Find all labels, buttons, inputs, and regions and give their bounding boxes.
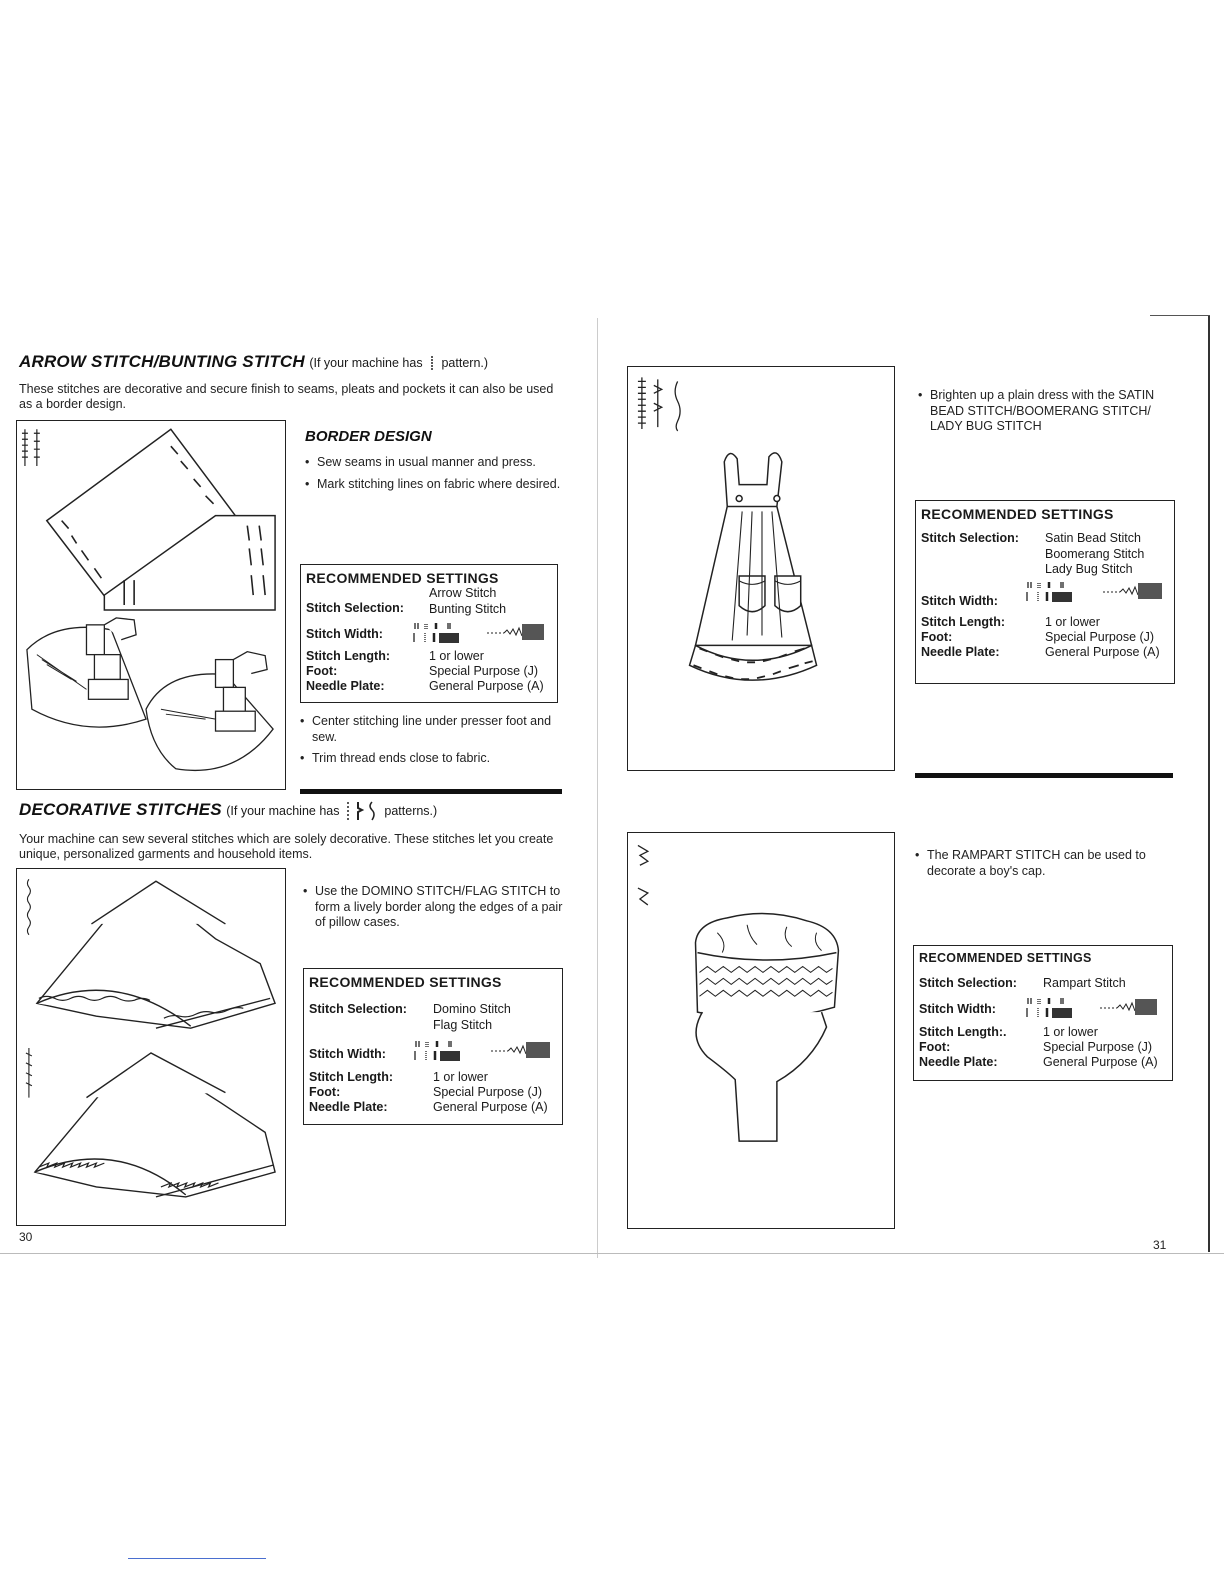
border-design-bullets — [305, 455, 563, 498]
arrow-section-note-before: (If your machine has — [309, 356, 423, 370]
rampart-bullet-1: • The RAMPART STITCH can be used to decorate a boy's cap. — [915, 848, 1177, 879]
rampart-needle-plate-row — [919, 1055, 1167, 1070]
decorative-patterns-icon — [344, 800, 380, 822]
rampart-bullets — [915, 848, 1177, 885]
domino-settings-box — [303, 968, 563, 1125]
decorative-section-intro: Your machine can sew several stitches which are solely decorative. These stitches let you create unique, personalized garments and household items. — [19, 832, 554, 861]
page-edge-right — [1208, 316, 1210, 1252]
foot-label: Foot: — [921, 629, 953, 644]
needle-plate-value: General Purpose (A) — [1045, 644, 1160, 659]
arrow-section-note-after: pattern.) — [441, 356, 489, 370]
decorative-section-heading — [19, 800, 579, 822]
domino-stitch-length-row — [309, 1070, 557, 1085]
needle-plate-label: Needle Plate: — [919, 1054, 998, 1069]
domino-stitch-width-row — [309, 1039, 557, 1063]
arrow-section-heading — [19, 352, 579, 372]
arrow-settings-box — [300, 564, 558, 703]
needle-plate-label: Needle Plate: — [306, 679, 385, 693]
stitch-selection-label: Stitch Selection: — [306, 601, 404, 615]
stitch-width-label: Stitch Width: — [919, 1001, 996, 1016]
rampart-foot-row — [919, 1040, 1167, 1055]
stitch-selection-value-1: Rampart Stitch — [1043, 976, 1126, 990]
pillow-cases-figure — [16, 868, 286, 1226]
page-number-right: 31 — [1153, 1238, 1167, 1252]
arrow-stitch-length-row — [306, 649, 552, 664]
foot-label: Foot: — [306, 664, 338, 678]
decorative-section-note-after: patterns.) — [384, 804, 438, 819]
border-design-after-bullet-2: • Trim thread ends close to fabric. — [300, 751, 562, 767]
arrow-settings-title: RECOMMENDED SETTINGS — [306, 570, 499, 586]
border-design-after-bullet-1: • Center stitching line under presser foot and sew. — [300, 714, 562, 745]
border-design-bullet-2: • Mark stitching lines on fabric where desired. — [305, 477, 563, 493]
stitch-selection-value-2: Boomerang Stitch — [1045, 546, 1145, 561]
arrow-section-title: ARROW STITCH/BUNTING STITCH — [19, 352, 305, 371]
stitch-width-indicator-icon — [413, 1039, 557, 1063]
decorative-bullets — [303, 884, 565, 937]
stitch-selection-label: Stitch Selection: — [921, 531, 1019, 545]
stitch-selection-value-1: Arrow Stitch — [429, 586, 497, 600]
decorative-bullet-1: • Use the DOMINO STITCH/FLAG STITCH to form a lively border along the edges of a pair of pillow cases. — [303, 884, 565, 931]
jumper-dress-figure — [627, 366, 895, 771]
stitch-length-label: Stitch Length: — [306, 649, 391, 663]
satin-stitch-width-row — [921, 580, 1169, 609]
jumper-dress-illustration — [628, 367, 894, 770]
needle-plate-value: General Purpose (A) — [429, 679, 544, 693]
stitch-width-indicator-icon — [412, 621, 552, 645]
foot-label: Foot: — [309, 1085, 341, 1099]
satin-bullets — [918, 388, 1180, 441]
stitch-length-label: Stitch Length:. — [919, 1024, 1007, 1039]
stitch-length-value: 1 or lower — [1043, 1024, 1098, 1039]
stitch-length-value: 1 or lower — [433, 1070, 488, 1084]
right-section-divider-rule — [915, 773, 1173, 778]
stitch-width-indicator-icon — [1025, 996, 1167, 1020]
boys-cap-illustration — [628, 833, 894, 1228]
rampart-settings-box — [913, 945, 1173, 1081]
satin-stitch-length-row — [921, 615, 1169, 630]
stitch-width-label: Stitch Width: — [309, 1047, 386, 1061]
border-design-bullet-1: • Sew seams in usual manner and press. — [305, 455, 563, 471]
arrow-foot-row — [306, 664, 552, 679]
border-fabric-figure — [16, 420, 286, 790]
satin-bullet-1: • Brighten up a plain dress with the SATIN BEAD STITCH/BOOMERANG STITCH/ LADY BUG STITCH — [918, 388, 1180, 435]
needle-plate-label: Needle Plate: — [921, 644, 1000, 659]
stitch-width-label: Stitch Width: — [306, 627, 383, 641]
border-design-title: BORDER DESIGN — [305, 428, 432, 445]
rampart-settings-title: RECOMMENDED SETTINGS — [919, 951, 1092, 965]
stitch-selection-label: Stitch Selection: — [309, 1002, 407, 1016]
fabric-with-arrow-stitch-border-illustration — [17, 421, 285, 789]
needle-plate-value: General Purpose (A) — [1043, 1054, 1158, 1069]
satin-foot-row — [921, 630, 1169, 645]
page-bottom-line — [0, 1253, 1224, 1254]
stitch-selection-value-2: Flag Stitch — [433, 1017, 493, 1032]
domino-stitch-selection-row — [309, 1002, 557, 1033]
stitch-selection-value-2: Bunting Stitch — [429, 601, 507, 616]
section-divider-rule — [300, 789, 562, 794]
satin-settings-box — [915, 500, 1175, 684]
stitch-length-label: Stitch Length: — [309, 1070, 394, 1084]
stitch-length-value: 1 or lower — [429, 649, 484, 663]
arrow-stitch-width-row — [306, 621, 552, 645]
arrow-pattern-icon — [427, 355, 437, 371]
page-number-left: 30 — [19, 1230, 33, 1244]
foot-value: Special Purpose (J) — [429, 664, 539, 678]
page-gutter — [597, 318, 598, 1258]
needle-plate-label: Needle Plate: — [309, 1100, 388, 1114]
stitch-width-indicator-icon — [1025, 580, 1169, 604]
stitch-selection-value-3: Lady Bug Stitch — [1045, 562, 1133, 576]
satin-settings-title: RECOMMENDED SETTINGS — [921, 506, 1114, 522]
arrow-needle-plate-row — [306, 679, 552, 694]
satin-needle-plate-row — [921, 645, 1169, 660]
decorative-section-note-before: (If your machine has — [226, 804, 340, 819]
decorative-section-title: DECORATIVE STITCHES — [19, 800, 222, 820]
rampart-stitch-length-row — [919, 1025, 1167, 1040]
foot-label: Foot: — [919, 1039, 951, 1054]
footer-underline — [128, 1558, 266, 1559]
stitch-selection-label: Stitch Selection: — [919, 976, 1017, 990]
page-edge-top-right — [1150, 315, 1210, 316]
stitch-length-label: Stitch Length: — [921, 614, 1006, 629]
domino-needle-plate-row — [309, 1100, 557, 1115]
rampart-stitch-selection-row — [919, 976, 1167, 992]
stitch-width-label: Stitch Width: — [921, 593, 998, 608]
stitch-selection-value-1: Satin Bead Stitch — [1045, 531, 1141, 545]
arrow-section-intro: These stitches are decorative and secure finish to seams, pleats and pockets it can also be used as a border design. — [19, 382, 554, 411]
foot-value: Special Purpose (J) — [1043, 1039, 1153, 1054]
boys-cap-figure — [627, 832, 895, 1229]
rampart-stitch-width-row — [919, 996, 1167, 1020]
domino-settings-title: RECOMMENDED SETTINGS — [309, 974, 502, 990]
border-design-after-bullets — [300, 714, 562, 773]
arrow-stitch-selection-row — [306, 586, 552, 617]
foot-value: Special Purpose (J) — [433, 1085, 543, 1099]
stitch-selection-value-1: Domino Stitch — [433, 1002, 511, 1016]
foot-value: Special Purpose (J) — [1045, 629, 1155, 644]
stitch-length-value: 1 or lower — [1045, 614, 1100, 629]
needle-plate-value: General Purpose (A) — [433, 1100, 548, 1114]
pillow-cases-with-stitch-border-illustration — [17, 869, 285, 1225]
satin-stitch-selection-row — [921, 531, 1169, 578]
domino-foot-row — [309, 1085, 557, 1100]
